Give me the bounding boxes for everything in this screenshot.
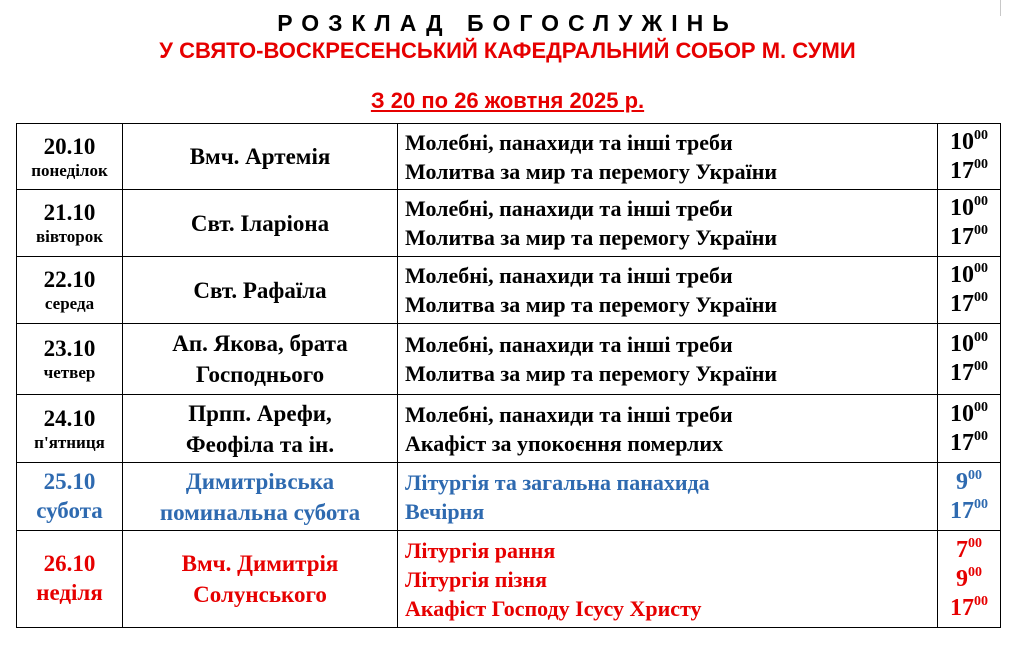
service-time: $10^{00}$ bbox=[950, 194, 988, 221]
service-item: Вечірня bbox=[405, 498, 485, 524]
times-cell bbox=[938, 124, 1001, 190]
saint-name: Димитрівська bbox=[185, 468, 335, 494]
service-time: $17^{00}$ bbox=[950, 428, 988, 456]
saint-name: Свт. Рафаїла bbox=[193, 277, 327, 303]
weekday: субота bbox=[36, 497, 103, 523]
weekday: п'ятниця bbox=[34, 432, 105, 452]
service-item: Молебні, панахиди та інші треби bbox=[405, 401, 733, 427]
date-cell bbox=[17, 531, 123, 628]
service-time: $17^{00}$ bbox=[950, 223, 988, 250]
service-time: $17^{00}$ bbox=[950, 496, 988, 524]
date-cell bbox=[17, 463, 123, 531]
date: 26.10 bbox=[43, 551, 96, 576]
saint-cell bbox=[123, 395, 398, 463]
service-time: $10^{00}$ bbox=[950, 261, 988, 288]
saint-cell bbox=[123, 324, 398, 395]
weekday: середа bbox=[44, 294, 95, 313]
saint-name: Ап. Якова, брата bbox=[172, 331, 348, 356]
date-cell bbox=[17, 190, 123, 257]
schedule-row bbox=[17, 190, 1001, 257]
service-item: Молитва за мир та перемогу України bbox=[405, 225, 778, 250]
schedule-row bbox=[17, 324, 1001, 395]
service-item: Літургія пізня bbox=[405, 566, 547, 592]
service-item: Молебні, панахиди та інші треби bbox=[405, 263, 733, 288]
service-item: Молитва за мир та перемогу України bbox=[405, 158, 778, 184]
times-cell bbox=[938, 190, 1001, 257]
weekday: вівторок bbox=[35, 227, 104, 246]
date-cell bbox=[17, 124, 123, 190]
services-cell bbox=[398, 395, 938, 463]
saint-name: Прпп. Арефи, bbox=[188, 400, 332, 426]
service-time: $17^{00}$ bbox=[950, 359, 988, 386]
service-time: $17^{00}$ bbox=[950, 156, 988, 184]
date-range: З 20 по 26 жовтня 2025 р. bbox=[370, 88, 645, 113]
weekday: понеділок bbox=[31, 160, 108, 180]
saint-cell bbox=[123, 463, 398, 531]
times-cell bbox=[938, 257, 1001, 324]
service-time: $9^{00}$ bbox=[956, 564, 982, 592]
saint-cell bbox=[123, 190, 398, 257]
service-time: $9^{00}$ bbox=[956, 467, 982, 495]
schedule-row bbox=[17, 395, 1001, 463]
service-item: Літургія рання bbox=[405, 537, 556, 563]
weekday: неділя bbox=[36, 580, 103, 605]
services-cell bbox=[398, 463, 938, 531]
services-cell bbox=[398, 324, 938, 395]
saint-cell bbox=[123, 257, 398, 324]
service-item: Акафіст за упокоєння померлих bbox=[405, 430, 724, 456]
service-time: $17^{00}$ bbox=[950, 290, 988, 317]
saint-name: Свт. Іларіона bbox=[190, 210, 330, 236]
service-item: Молебні, панахиди та інші треби bbox=[405, 332, 733, 357]
schedule-row bbox=[17, 124, 1001, 190]
saint-cell bbox=[123, 531, 398, 628]
service-item: Молебні, панахиди та інші треби bbox=[405, 129, 733, 155]
service-time: $10^{00}$ bbox=[950, 330, 988, 357]
service-time: $10^{00}$ bbox=[950, 399, 988, 427]
times-cell bbox=[938, 324, 1001, 395]
date-cell bbox=[17, 395, 123, 463]
date: 23.10 bbox=[43, 336, 96, 361]
schedule-row-saturday bbox=[17, 463, 1001, 531]
service-item: Літургія та загальна панахида bbox=[405, 469, 710, 495]
services-cell bbox=[398, 531, 938, 628]
times-cell bbox=[938, 395, 1001, 463]
times-cell bbox=[938, 463, 1001, 531]
service-item: Молитва за мир та перемогу України bbox=[405, 361, 778, 386]
date-cell bbox=[17, 324, 123, 395]
saint-name: Феофіла та ін. bbox=[185, 431, 335, 457]
services-cell bbox=[398, 257, 938, 324]
service-item: Молитва за мир та перемогу України bbox=[405, 292, 778, 317]
weekday: четвер bbox=[43, 363, 96, 382]
schedule-table bbox=[16, 123, 1001, 628]
saint-cell bbox=[123, 124, 398, 190]
saint-name: Вмч. Димитрія bbox=[181, 551, 339, 576]
saint-name: поминальна субота bbox=[159, 499, 361, 525]
schedule-row-sunday bbox=[17, 531, 1001, 628]
page-title: РОЗКЛАД БОГОСЛУЖІНЬ bbox=[277, 10, 738, 36]
service-item: Молебні, панахиди та інші треби bbox=[405, 196, 733, 221]
service-time: $7^{00}$ bbox=[956, 535, 982, 563]
times-cell bbox=[938, 531, 1001, 628]
date: 20.10 bbox=[43, 133, 96, 159]
date: 25.10 bbox=[43, 468, 96, 494]
saint-name: Господнього bbox=[195, 362, 325, 387]
service-item: Акафіст Господу Ісусу Христу bbox=[405, 595, 702, 621]
date: 24.10 bbox=[43, 405, 96, 431]
service-time: $10^{00}$ bbox=[950, 127, 988, 155]
services-cell bbox=[398, 124, 938, 190]
date-cell bbox=[17, 257, 123, 324]
schedule-row bbox=[17, 257, 1001, 324]
date: 22.10 bbox=[43, 267, 96, 292]
cathedral-subtitle: У СВЯТО-ВОСКРЕСЕНСЬКИЙ КАФЕДРАЛЬНИЙ СОБОР М. СУМИ bbox=[159, 38, 856, 63]
services-cell bbox=[398, 190, 938, 257]
saint-name: Вмч. Артемія bbox=[189, 144, 331, 169]
service-time: $17^{00}$ bbox=[950, 593, 988, 621]
date: 21.10 bbox=[43, 200, 96, 225]
saint-name: Солунського bbox=[193, 582, 327, 607]
